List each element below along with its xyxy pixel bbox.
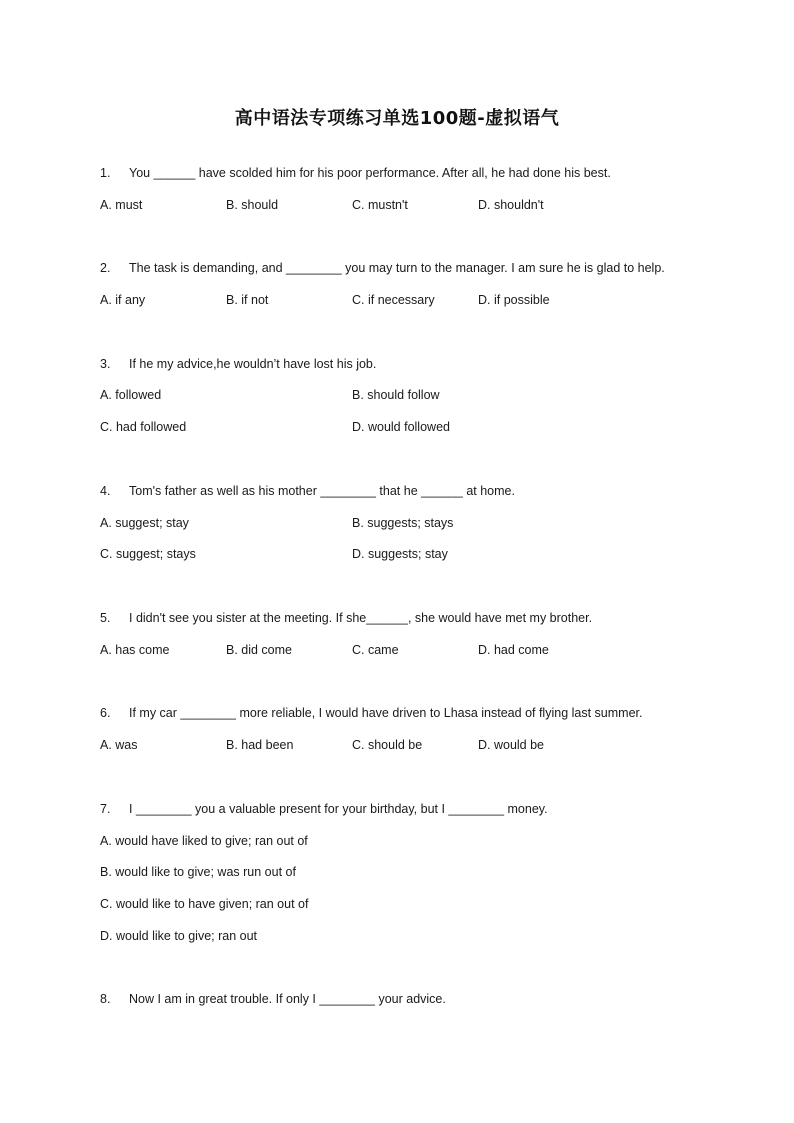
question-text: I ________ you a valuable present for your birthday, but I ________ money. xyxy=(129,802,548,816)
option-d: D. would followed xyxy=(352,420,450,434)
option-c: C. came xyxy=(352,643,399,657)
option-b: B. suggests; stays xyxy=(352,516,454,530)
option-a: A. has come xyxy=(100,643,170,657)
question-text: The task is demanding, and ________ you may turn to the manager. I am sure he is glad to help. xyxy=(129,261,665,275)
option-d: D. suggests; stay xyxy=(352,547,448,561)
question-text: You ______ have scolded him for his poor performance. After all, he had done his best. xyxy=(129,166,611,180)
option-a: A. would have liked to give; ran out of xyxy=(100,834,308,848)
question-text: If my car ________ more reliable, I would have driven to Lhasa instead of flying last summer. xyxy=(129,706,643,720)
question-stem xyxy=(100,166,611,180)
option-c: C. mustn't xyxy=(352,198,408,212)
question-stem xyxy=(100,706,642,720)
option-a: A. followed xyxy=(100,388,162,402)
question-number: 2. xyxy=(100,261,111,275)
option-b: B. should follow xyxy=(352,388,440,402)
option-a: A. was xyxy=(100,738,138,752)
option-c: C. would like to have given; ran out of xyxy=(100,897,309,911)
option-d: D. would like to give; ran out xyxy=(100,929,258,943)
question-stem xyxy=(100,802,548,816)
question-text: If he my advice,he wouldn’t have lost his job. xyxy=(129,357,377,371)
question-number: 8. xyxy=(100,992,111,1006)
question-text: I didn't see you sister at the meeting. If she______, she would have met my brother. xyxy=(129,611,593,625)
question-stem xyxy=(100,484,515,498)
option-c: C. suggest; stays xyxy=(100,547,196,561)
question-stem xyxy=(100,261,665,275)
question-text: Now I am in great trouble. If only I ________ your advice. xyxy=(129,992,446,1006)
page-title: 高中语法专项练习单选100题-虚拟语气 xyxy=(234,108,560,129)
option-c: C. should be xyxy=(352,738,423,752)
option-b: B. should xyxy=(226,198,279,212)
question-stem xyxy=(100,611,592,625)
question-number: 4. xyxy=(100,484,111,498)
option-c: C. had followed xyxy=(100,420,187,434)
option-b: B. would like to give; was run out of xyxy=(100,865,296,879)
question-stem xyxy=(100,992,446,1006)
option-d: D. if possible xyxy=(478,293,550,307)
question-text: Tom's father as well as his mother ________ that he ______ at home. xyxy=(129,484,515,498)
option-c: C. if necessary xyxy=(352,293,435,307)
question-number: 6. xyxy=(100,706,111,720)
option-b: B. if not xyxy=(226,293,269,307)
option-b: B. had been xyxy=(226,738,294,752)
option-d: D. shouldn't xyxy=(478,198,544,212)
question-number: 3. xyxy=(100,357,111,371)
option-b: B. did come xyxy=(226,643,293,657)
option-a: A. suggest; stay xyxy=(100,516,189,530)
option-d: D. would be xyxy=(478,738,545,752)
option-a: A. if any xyxy=(100,293,146,307)
question-number: 5. xyxy=(100,611,111,625)
question-stem xyxy=(100,357,376,371)
option-a: A. must xyxy=(100,198,143,212)
question-number: 7. xyxy=(100,802,111,816)
question-number: 1. xyxy=(100,166,111,180)
option-d: D. had come xyxy=(478,643,549,657)
